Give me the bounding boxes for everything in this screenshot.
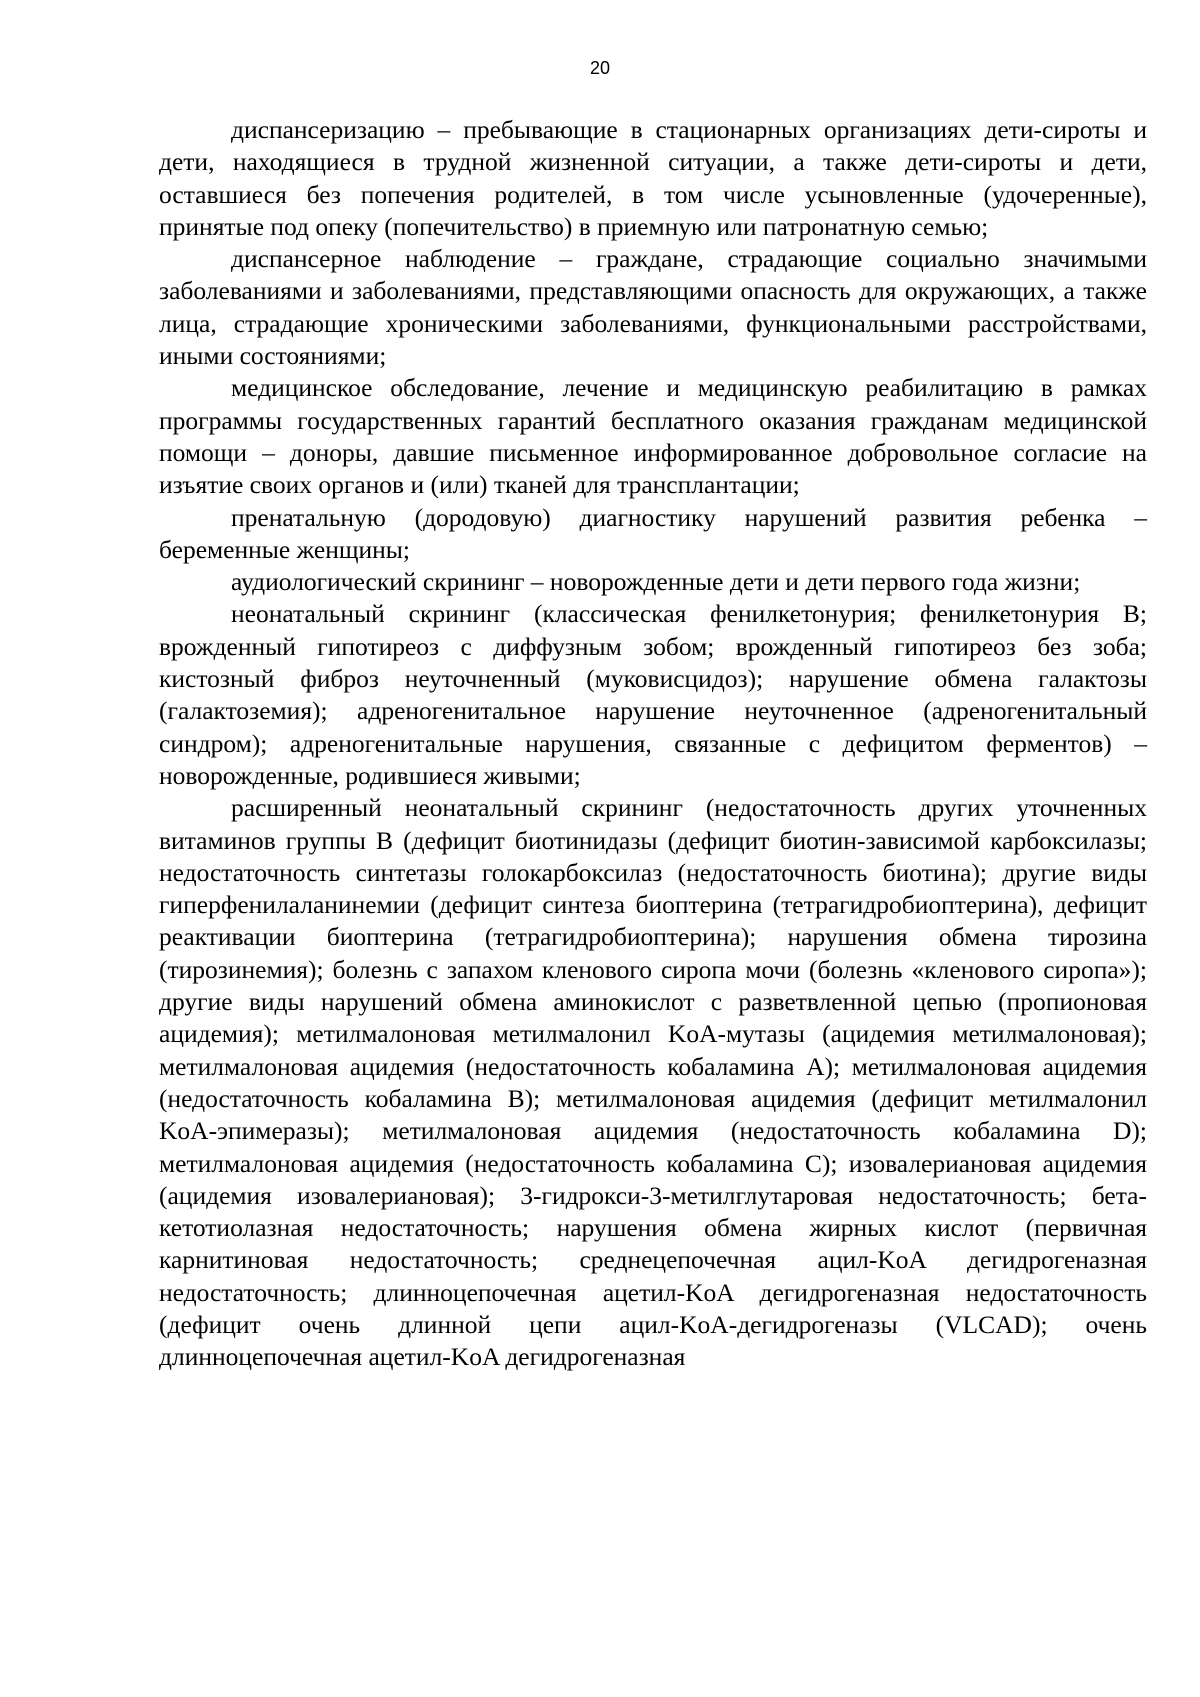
paragraph-dispanserizatsiya: диспансеризацию – пребывающие в стационарных организациях дети-сироты и дети, находящиеся в трудной жизненной ситуации, а также дети-сироты и дети, оставшиеся без попечения родителей, в том числе усыновленные (удочеренные), принятые под опеку (попечительство) в приемную или патронатную семью; — [159, 115, 1147, 241]
document-body — [159, 114, 1147, 1374]
paragraph-dispansernoe-nablyudenie: диспансерное наблюдение – граждане, страдающие социально значимыми заболеваниями и заболеваниями, представляющими опасность для окружающих, а также лица, страдающие хроническими заболеваниями, функциональными расстройствами, иными состояниями; — [159, 244, 1147, 371]
paragraph-prenatalnaya-diagnostika: пренатальную (дородовую) диагностику нарушений развития ребенка – беременные женщины; — [159, 502, 1147, 564]
paragraph-meditsinskoe-obsledovanie: медицинское обследование, лечение и медицинскую реабилитацию в рамках программы государственных гарантий бесплатного оказания гражданам медицинской помощи – доноры, давшие письменное информированное добровольное согласие на изъятие своих органов и (или) тканей для трансплантации; — [159, 373, 1147, 500]
paragraph-rasshirennyy-skrining: расширенный неонатальный скрининг (недостаточность других уточненных витаминов группы B (дефицит биотинидазы (дефицит биотин-зависимой карбоксилазы; недостаточность синтетазы голокарбоксилаз (недостаточность биотина); другие виды гиперфенилаланинемии (дефицит синтеза биоптерина (тетрагидробиоптерина), дефицит реактивации биоптерина (тетрагидробиоптерина); нарушения обмена тирозина (тирозинемия); болезнь с запахом кленового сиропа мочи (болезнь «кленового сиропа»); другие виды нарушений обмена аминокислот с разветвленной цепью (пропионовая ацидемия); метилмалоновая метилмалонил KoA-мутазы (ацидемия метилмалоновая); метилмалоновая ацидемия (недостаточность кобаламина A); метилмалоновая ацидемия (недостаточность кобаламина B); метилмалоновая ацидемия (дефицит метилмалонил KoA-эпимеразы); метилмалоновая ацидемия (недостаточность кобаламина D); метилмалоновая ацидемия (недостаточность кобаламина C); изовалериановая ацидемия (ацидемия изовалериановая); 3-гидрокси-3-метилглутаровая недостаточность; бета-кетотиолазная недостаточность; нарушения обмена жирных кислот (первичная карнитиновая недостаточность; среднецепочечная ацил-KoA дегидрогеназная недостаточность; длинноцепочечная ацетил-KoA дегидрогеназная недостаточность (дефицит очень длинной цепи ацил-KoA-дегидрогеназы (VLCAD); очень длинноцепочечная ацетил-KoA дегидрогеназная — [159, 793, 1147, 1372]
paragraph-neonatalnyy-skrining: неонатальный скрининг (классическая фенилкетонурия; фенилкетонурия B; врожденный гипотиреоз с диффузным зобом; врожденный гипотиреоз без зоба; кистозный фиброз неуточненный (муковисцидоз); нарушение обмена галактозы (галактоземия); адреногенитальное нарушение неуточненное (адреногенитальный синдром); адреногенитальные нарушения, связанные с дефицитом ферментов) – новорожденные, родившиеся живыми; — [159, 599, 1147, 790]
paragraph-audiologicheskiy-skrining: аудиологический скрининг – новорожденные дети и дети первого года жизни; — [231, 567, 1081, 597]
page-number: 20 — [589, 58, 611, 78]
